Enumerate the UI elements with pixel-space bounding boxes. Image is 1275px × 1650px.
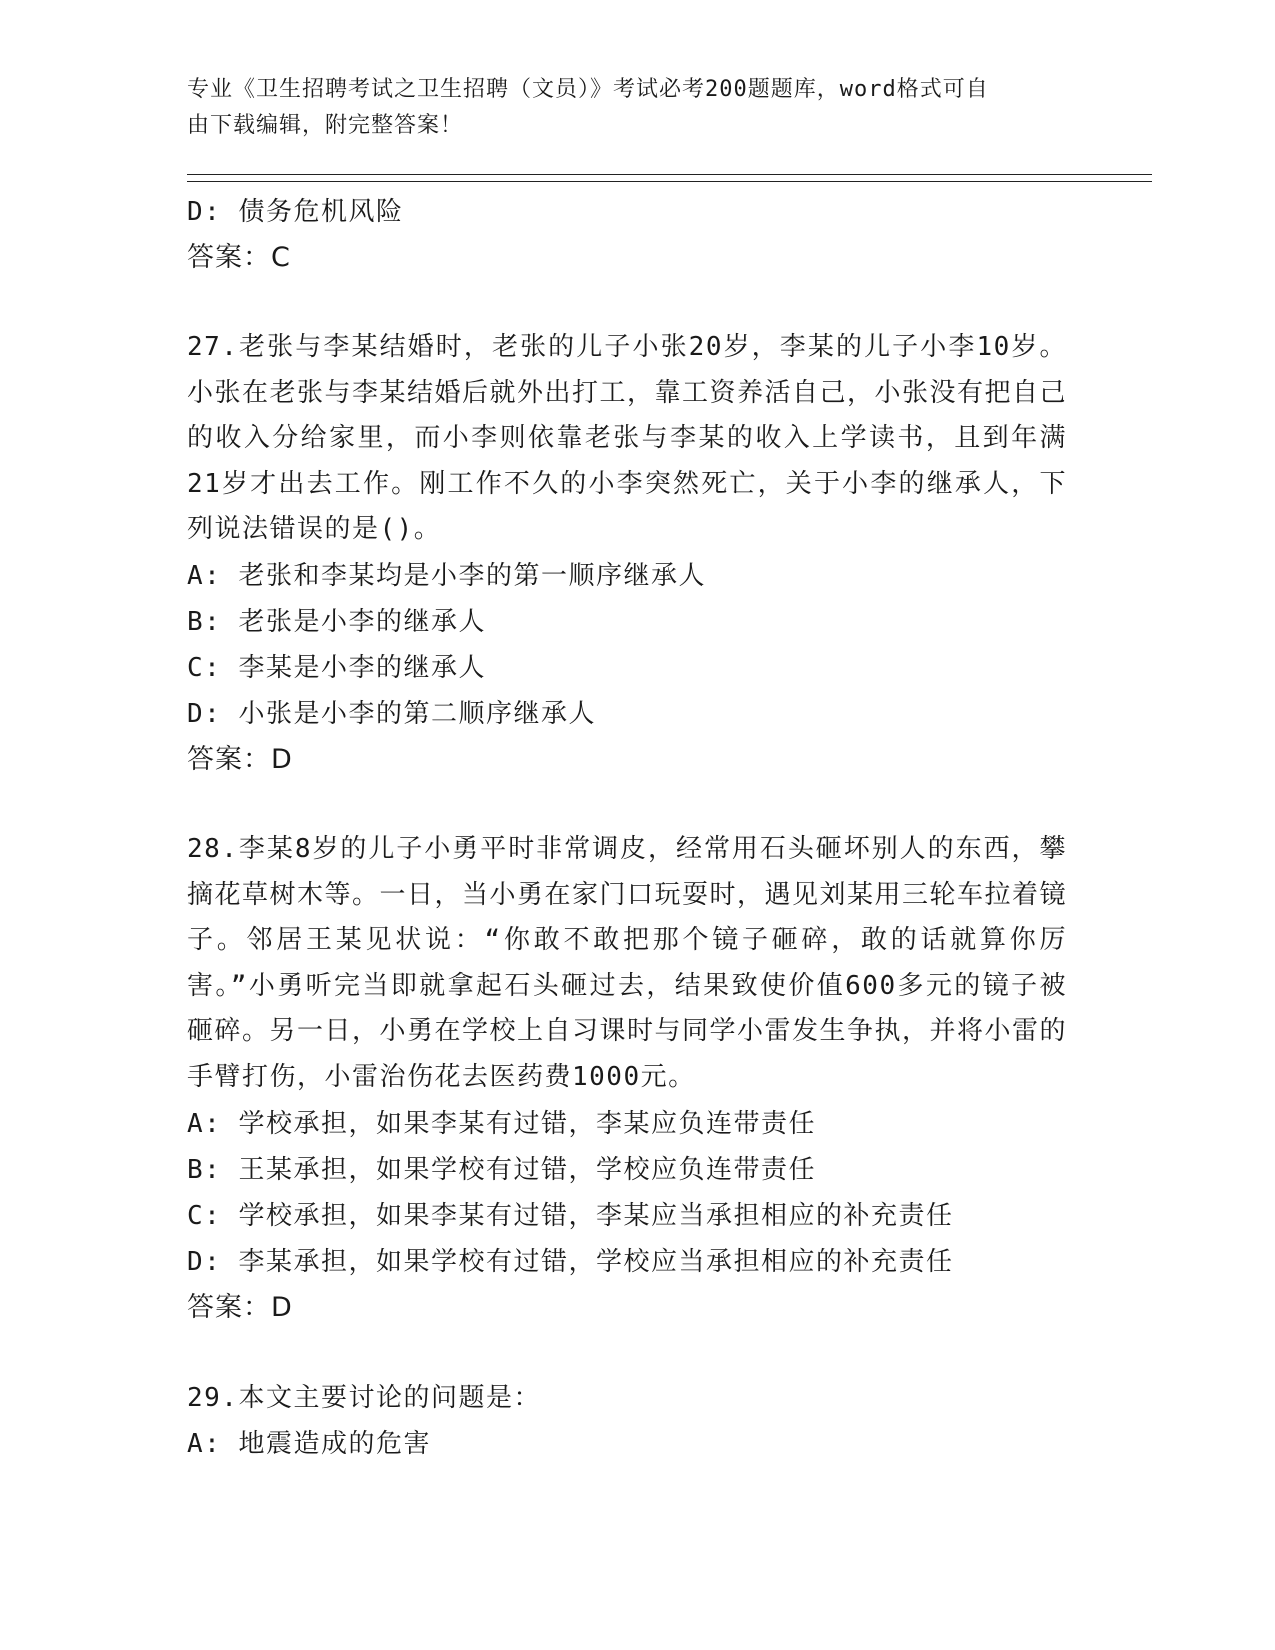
question-29	[187, 1375, 1067, 1467]
option-d: D: 债务危机风险	[187, 197, 404, 227]
spacer	[187, 1331, 1067, 1375]
header-divider-top	[187, 174, 1152, 175]
option-a: A: 学校承担，如果李某有过错，李某应负连带责任	[187, 1108, 816, 1139]
option-a: A: 老张和李某均是小李的第一顺序继承人	[187, 560, 706, 591]
question-27	[187, 325, 1067, 783]
question-stem: 27.老张与李某结婚时，老张的儿子小张20岁，李某的儿子小李10岁。小张在老张与李某结婚后就外出打工，靠工资养活自己，小张没有把自己的收入分给家里，而小李则依靠老张与李某的收入上学读书，且到年满21岁才出去工作。刚工作不久的小李突然死亡，关于小李的继承人，下列说法错误的是()。	[187, 332, 1068, 545]
spacer	[187, 281, 1067, 325]
question-stem: 28.李某8岁的儿子小勇平时非常调皮，经常用石头砸坏别人的东西，攀摘花草树木等。一日，当小勇在家门口玩耍时，遇见刘某用三轮车拉着镜子。邻居王某见状说：“你敢不敢把那个镜子砸碎，敢的话就算你厉害。”小勇听完当即就拿起石头砸过去，结果致使价值600多元的镜子被砸碎。另一日，小勇在学校上自习课时与同学小雷发生争执，并将小雷的手臂打伤，小雷治伤花去医药费1000元。	[187, 833, 1068, 1092]
option-d: D: 小张是小李的第二顺序继承人	[187, 698, 596, 729]
option-a: A: 地震造成的危害	[187, 1428, 431, 1459]
option-b: B: 老张是小李的继承人	[187, 606, 486, 637]
option-d: D: 李某承担，如果学校有过错，学校应当承担相应的补充责任	[187, 1246, 954, 1277]
option-c: C: 李某是小李的继承人	[187, 652, 486, 683]
option-c: C: 学校承担，如果李某有过错，李某应当承担相应的补充责任	[187, 1200, 954, 1231]
answer: 答案：D	[187, 1291, 293, 1323]
document-header	[187, 72, 1067, 144]
header-line-2: 由下载编辑，附完整答案！	[187, 113, 464, 138]
answer: 答案：D	[187, 743, 293, 775]
document-body	[187, 189, 1067, 1467]
header-divider-bottom	[187, 181, 1152, 182]
question-stem: 29.本文主要讨论的问题是：	[187, 1382, 541, 1413]
question-26-tail	[187, 189, 1067, 281]
question-28	[187, 827, 1067, 1331]
spacer	[187, 783, 1067, 827]
answer: 答案：C	[187, 242, 291, 273]
header-line-1: 专业《卫生招聘考试之卫生招聘（文员）》考试必考200题题库，word格式可自	[187, 77, 989, 102]
option-b: B: 王某承担，如果学校有过错，学校应负连带责任	[187, 1154, 816, 1185]
